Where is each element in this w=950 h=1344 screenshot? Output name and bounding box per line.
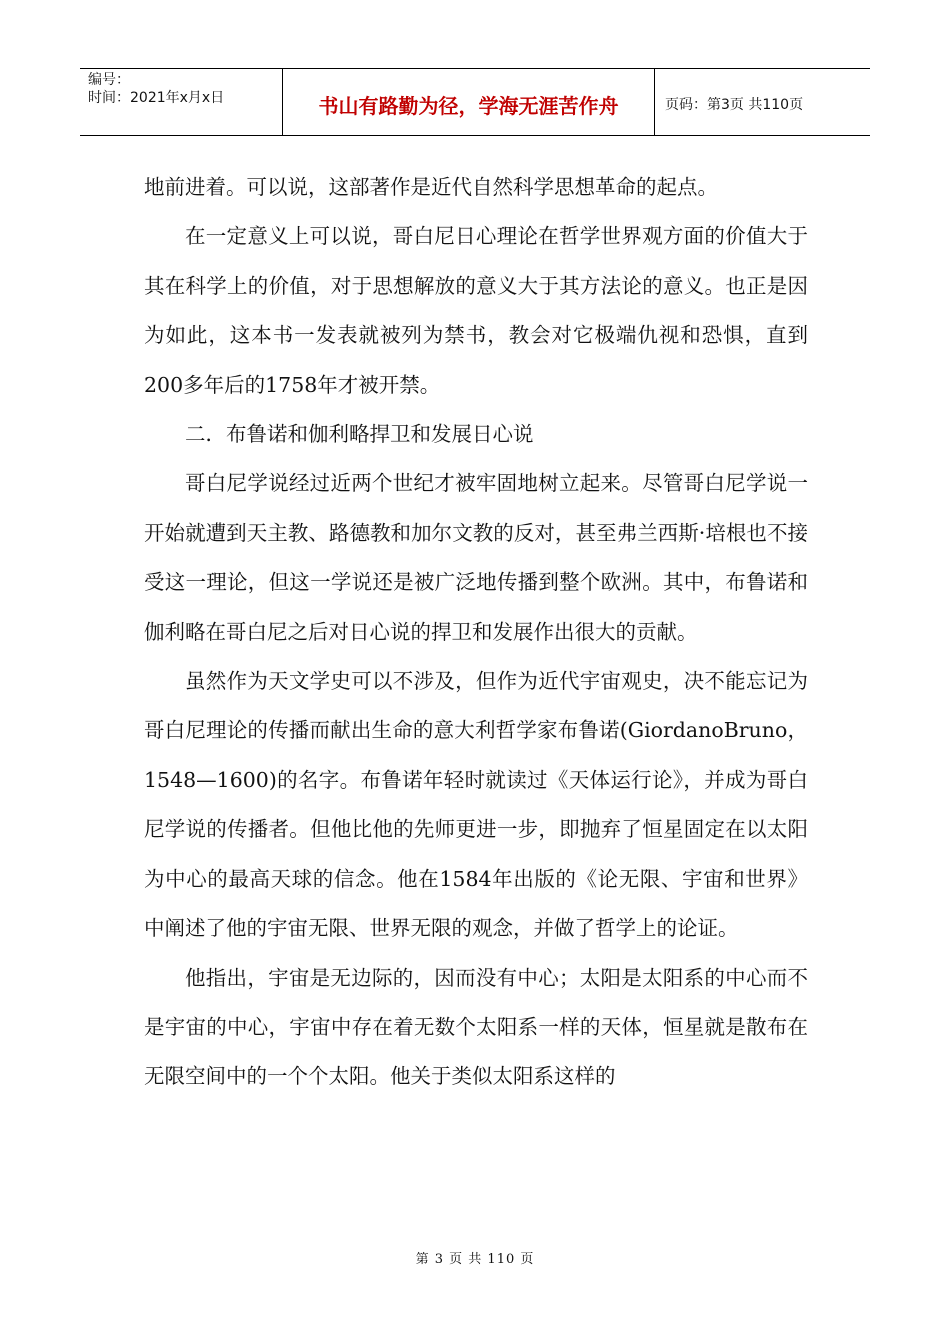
header-left-cell [80,69,283,135]
paragraph: 在一定意义上可以说，哥白尼日心理论在哲学世界观方面的价值大于其在科学上的价值，对于思想解放的意义大于其方法论的意义。也正是因为如此，这本书一发表就被列为禁书，教会对它极端仇视和恐惧，直到200多年后的1758年才被开禁。 [144,224,808,397]
header-page-code: 页码：第3页 共110页 [665,97,804,113]
header-motto: 书山有路勤为径，学海无涯苦作舟 [283,69,655,135]
paragraph-continuation: 地前进着。可以说，这部著作是近代自然科学思想革命的起点。 [144,175,718,199]
time-label: 时间：2021年x月x日 [88,90,225,106]
page-header [80,68,870,136]
page-footer: 第 3 页 共 110 页 [415,1252,535,1267]
paragraph: 他指出，宇宙是无边际的，因而没有中心；太阳是太阳系的中心而不是宇宙的中心，宇宙中存在着无数个太阳系一样的天体，恒星就是散布在无限空间中的一个个太阳。他关于类似太阳系这样的 [144,965,808,1089]
paragraph: 虽然作为天文学史可以不涉及，但作为近代宇宙观史，决不能忘记为哥白尼理论的传播而献出生命的意大利哲学家布鲁诺(GiordanoBruno，1548—1600)的名字。布鲁诺年轻时就读过《天体运行论》，并成为哥白尼学说的传播者。但他比他的先师更进一步，即抛弃了恒星固定在以太阳为中心的最高天球的信念。他在1584年出版的《论无限、宇宙和世界》中阐述了他的宇宙无限、世界无限的观念，并做了哲学上的论证。 [144,669,808,941]
number-label: 编号： [88,72,130,88]
document-body [144,163,808,1102]
section-heading: 二．布鲁诺和伽利略捍卫和发展日心说 [185,422,534,447]
paragraph: 哥白尼学说经过近两个世纪才被牢固地树立起来。尽管哥白尼学说一开始就遭到天主教、路德教和加尔文教的反对，甚至弗兰西斯·培根也不接受这一理论，但这一学说还是被广泛地传播到整个欧洲。其中，布鲁诺和伽利略在哥白尼之后对日心说的捍卫和发展作出很大的贡献。 [144,471,808,644]
